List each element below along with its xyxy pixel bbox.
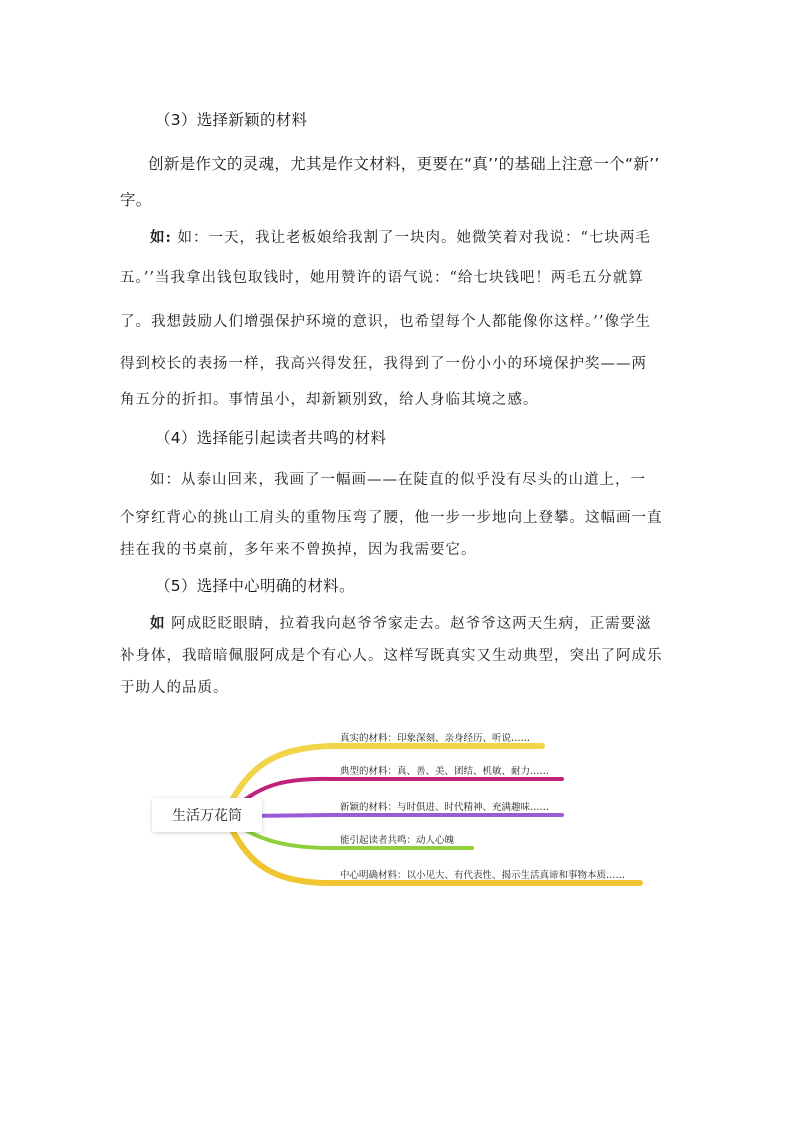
section3-para-line2: 字。	[120, 191, 152, 209]
section3-para-line1: 创新是作文的灵魂，尤其是作文材料，更要在“真’’的基础上注意一个“新’’	[148, 155, 660, 173]
section4-heading: （4）选择能引起读者共鸣的材料	[155, 429, 387, 447]
section3-example-line3: 了。我想鼓励人们增强保护环境的意识，也希望每个人都能像你这样。’’像学生	[120, 314, 651, 330]
section5-example-line1: 如 阿成眨眨眼睛，拉着我向赵爷爷家走去。赵爷爷这两天生病，正需要滋	[150, 615, 652, 632]
section4-example-line2: 个穿红背心的挑山工肩头的重物压弯了腰，他一步一步地向上登攀。这幅画一直	[120, 510, 663, 526]
section3-example-line4: 得到校长的表扬一样，我高兴得发狂，我得到了一份小小的环境保护奖——两	[120, 356, 647, 372]
section5-example-line2: 补身体，我暗暗佩服阿成是个有心人。这样写既真实又生动典型，突出了阿成乐	[120, 648, 663, 664]
section5-heading: （5）选择中心明确的材料。	[155, 577, 355, 595]
mindmap-branch-label-2: 典型的材料：真、善、美、团结、机敏、耐力……	[340, 766, 550, 777]
section3-example-line2: 五。’’当我拿出钱包取钱时，她用赞许的语气说：“给七块钱吧！两毛五分就算	[120, 270, 644, 286]
section5-example-line3: 于助人的品质。	[120, 680, 229, 696]
section3-example-line1: 如: 如：一天，我让老板娘给我割了一块肉。她微笑着对我说：“七块两毛	[150, 229, 651, 246]
mindmap-branch-label-1: 真实的材料：印象深刻、亲身经历、听说……	[340, 733, 531, 744]
mindmap-branch-curve-3	[240, 815, 562, 816]
example-label: 如:	[150, 229, 172, 246]
section3-example-line5: 角五分的折扣。事情虽小，却新颖别致，给人身临其境之感。	[120, 392, 539, 408]
section4-example-line3: 挂在我的书桌前，多年来不曾换掉，因为我需要它。	[120, 542, 477, 558]
mindmap-branch-label-4: 能引起读者共鸣：动人心魄	[340, 835, 455, 846]
section3-heading: （3）选择新颖的材料	[155, 111, 308, 129]
mindmap-branch-label-3: 新颖的材料：与时俱进、时代精神、充满趣味……	[340, 802, 550, 813]
section4-example-line1: 如：从泰山回来，我画了一幅画——在陡直的似乎没有尽头的山道上，一	[150, 472, 646, 488]
mindmap-root-label: 生活万花筒	[172, 808, 242, 824]
mindmap-branch-label-5: 中心明确材料：以小见大、有代表性、揭示生活真谛和事物本质……	[340, 870, 626, 881]
example-label: 如	[150, 615, 166, 632]
